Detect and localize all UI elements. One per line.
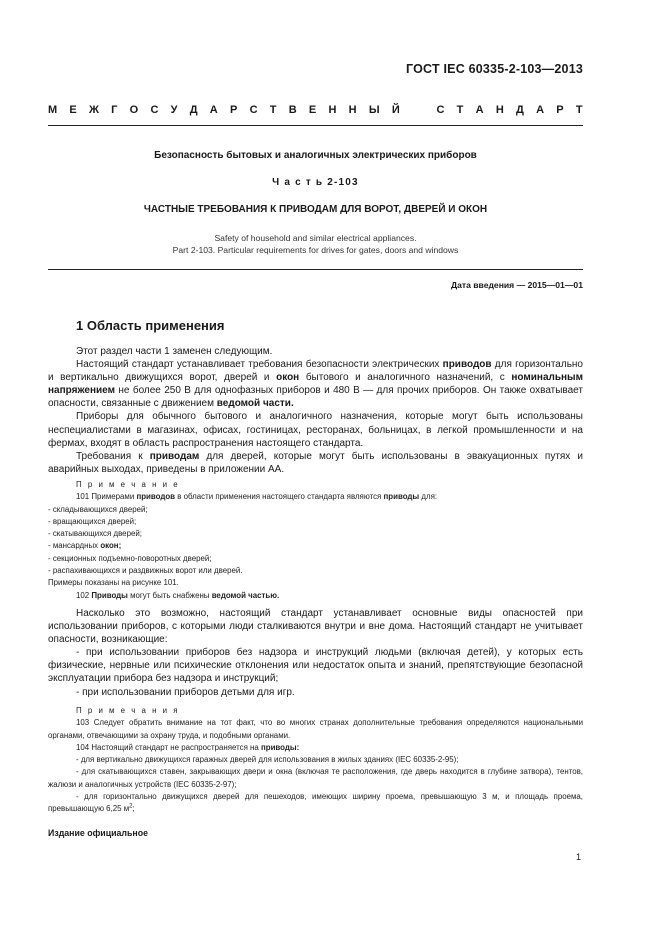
interstate-standard-banner — [48, 104, 583, 116]
banner-letter: Т — [269, 104, 277, 116]
banner-letter: Е — [308, 104, 317, 116]
note-103: 103 Следует обратить внимание на тот факт, что во многих странах дополнительные требования определяются национальными органами, отвечающими за охрану труда, и подобными органами. — [48, 718, 583, 740]
text: в области применения настоящего стандарта являются — [175, 492, 384, 502]
list-item: - распахивающихся и раздвижных ворот или дверей. — [48, 566, 243, 576]
page-number: 1 — [575, 852, 581, 862]
banner-letter: У — [170, 104, 178, 116]
banner-letter: Ж — [88, 104, 99, 116]
banner-letter: Н — [348, 104, 357, 116]
text: Настоящий стандарт устанавливает требования безопасности электрических — [76, 359, 443, 371]
text: 102 — [76, 590, 92, 600]
term-drives: приводам — [149, 450, 200, 462]
term-drives: Приводы — [91, 590, 128, 600]
title-general: Безопасность бытовых и аналогичных электрических приборов — [154, 150, 477, 161]
banner-letter: Н — [328, 104, 337, 116]
text: могут быть снабжены — [127, 590, 212, 600]
text: не более 250 В для однофазных приборов и 480 В — для прочих приборов. Он также охватывает опасности, связанные с движением — [48, 385, 583, 410]
banner-letter: Н — [495, 104, 504, 116]
term-driven-part: ведомой части. — [216, 398, 294, 410]
paragraph-6: - при использовании приборов без надзора и инструкций людьми (включая детей), у которых есть физические, нервные или психические отклонения или недостаток опыта и знаний, препятствующие безопасной эксплуатации прибора без надзора и инструкций; — [48, 647, 583, 685]
banner-letter: Т — [575, 104, 583, 116]
banner-letter: Т — [456, 104, 464, 116]
term-driven-part: ведомой частью. — [211, 590, 280, 600]
title-english-line2: Part 2-103. Particular requirements for drives for gates, doors and windows — [172, 245, 459, 255]
note-block-2 — [48, 705, 583, 816]
list-item — [48, 540, 583, 552]
term-rated-voltage: номинальным напряжением — [48, 372, 583, 397]
banner-letter: Г — [111, 104, 118, 116]
list-item: - вращающихся дверей; — [48, 516, 137, 526]
note-104 — [48, 742, 583, 754]
title-english — [48, 232, 583, 256]
term-drives: приводы — [383, 492, 420, 502]
title-rule — [48, 269, 583, 270]
title-main: ЧАСТНЫЕ ТРЕБОВАНИЯ К ПРИВОДАМ ДЛЯ ВОРОТ, ДВЕРЕЙ И ОКОН — [143, 204, 488, 215]
paragraph-1: Этот раздел части 1 заменен следующим. — [76, 346, 273, 357]
banner-letter: Р — [556, 104, 564, 116]
banner-letter: А — [475, 104, 484, 116]
text: - мансардных — [48, 541, 101, 551]
paragraph-5: Насколько это возможно, настоящий стандарт устанавливает основные виды опасностей при использовании приборов, с которыми люди сталкиваются внутри и вне дома. Настоящий стандарт не учитывает опасности, возникающие: — [48, 608, 583, 646]
list-item: - скатывающихся дверей; — [48, 529, 142, 539]
superscript: 2 — [129, 803, 133, 810]
banner-letter: А — [536, 104, 545, 116]
text: - для горизонтально движущихся дверей для пешеходов, имеющих ширину проема, превышающую 3 м, и площадь проема, превышающую 6,25 м — [48, 792, 583, 814]
banner-letter: Д — [189, 104, 198, 116]
text: для: — [419, 492, 438, 502]
note-heading: П р и м е ч а н и е — [76, 480, 180, 489]
section-heading: 1 Область применения — [76, 318, 225, 333]
banner-letter: Д — [516, 104, 524, 116]
banner-letter: О — [129, 104, 139, 116]
banner-letter: Р — [229, 104, 238, 116]
official-edition-label: Издание официальное — [48, 828, 148, 838]
introduction-date: Дата введения — 2015—01—01 — [450, 280, 583, 290]
note-102 — [48, 590, 583, 602]
banner-letter: С — [436, 104, 445, 116]
text: Требования к — [76, 450, 150, 462]
title-english-line1: Safety of household and similar electrical appliances. — [214, 233, 417, 243]
text: ; — [132, 804, 135, 814]
list-item: - складывающихся дверей; — [48, 504, 148, 514]
text: бытового и аналогичного назначений, с — [299, 372, 512, 384]
banner-letter: Е — [69, 104, 77, 116]
banner-letter: М — [48, 104, 58, 116]
text: 101 Примерами — [76, 492, 137, 502]
banner-letter: А — [209, 104, 218, 116]
term-drives: приводы: — [260, 742, 300, 752]
banner-letter: Ы — [368, 104, 380, 116]
note-block-1 — [48, 479, 583, 602]
list-item — [48, 791, 583, 816]
banner-letter: Й — [391, 104, 400, 116]
list-item: - секционных подъемно-поворотных дверей; — [48, 553, 212, 563]
paragraph-2 — [48, 358, 583, 410]
banner-letter: В — [288, 104, 297, 116]
paragraph-3: Приборы для обычного бытового и аналогичного назначения, которые могут быть использованы неспециалистами в магазинах, офисах, гостиницах, ресторанах, больницах, в легкой промышленности и на фермах, входят в область распространения настоящего стандарта. — [48, 411, 583, 449]
list-item: - для вертикально движущихся гаражных дверей для использования в жилых зданиях (IEC 60335-2-95); — [76, 755, 459, 765]
text: для дверей, которые могут быть использованы в эвакуационных путях и аварийных выходах, приведены в приложении АА. — [48, 450, 583, 475]
list-item: - для скатывающихся ставен, закрывающих двери и окна (включая те расположения, где дверь находится в глубине затвора), тентов, жалюзи и аналогичных устройств (IEC 60335-2-97); — [48, 767, 583, 789]
banner-letter: С — [249, 104, 258, 116]
body-block-2 — [48, 607, 583, 699]
examples-line: Примеры показаны на рисунке 101. — [48, 578, 179, 588]
title-part: Ч а с т ь 2-103 — [272, 177, 359, 188]
paragraph-7: - при использовании приборов детьми для игр. — [76, 686, 295, 698]
term-windows: окон; — [100, 541, 122, 551]
header-rule — [48, 125, 583, 126]
standard-code: ГОСТ IEC 60335-2-103—2013 — [406, 62, 583, 76]
text: для горизонтально и вертикально движущихся ворот, дверей и — [48, 359, 583, 384]
text: 104 Настоящий стандарт не распространяется на — [76, 742, 261, 752]
paragraph-4 — [48, 450, 583, 476]
notes-heading: П р и м е ч а н и я — [76, 706, 180, 715]
note-101 — [48, 491, 583, 503]
term-drives: приводов — [442, 359, 492, 371]
banner-letter: С — [150, 104, 159, 116]
term-drives: приводов — [136, 492, 176, 502]
body-block-1 — [48, 345, 583, 476]
term-windows: окон — [276, 372, 300, 384]
